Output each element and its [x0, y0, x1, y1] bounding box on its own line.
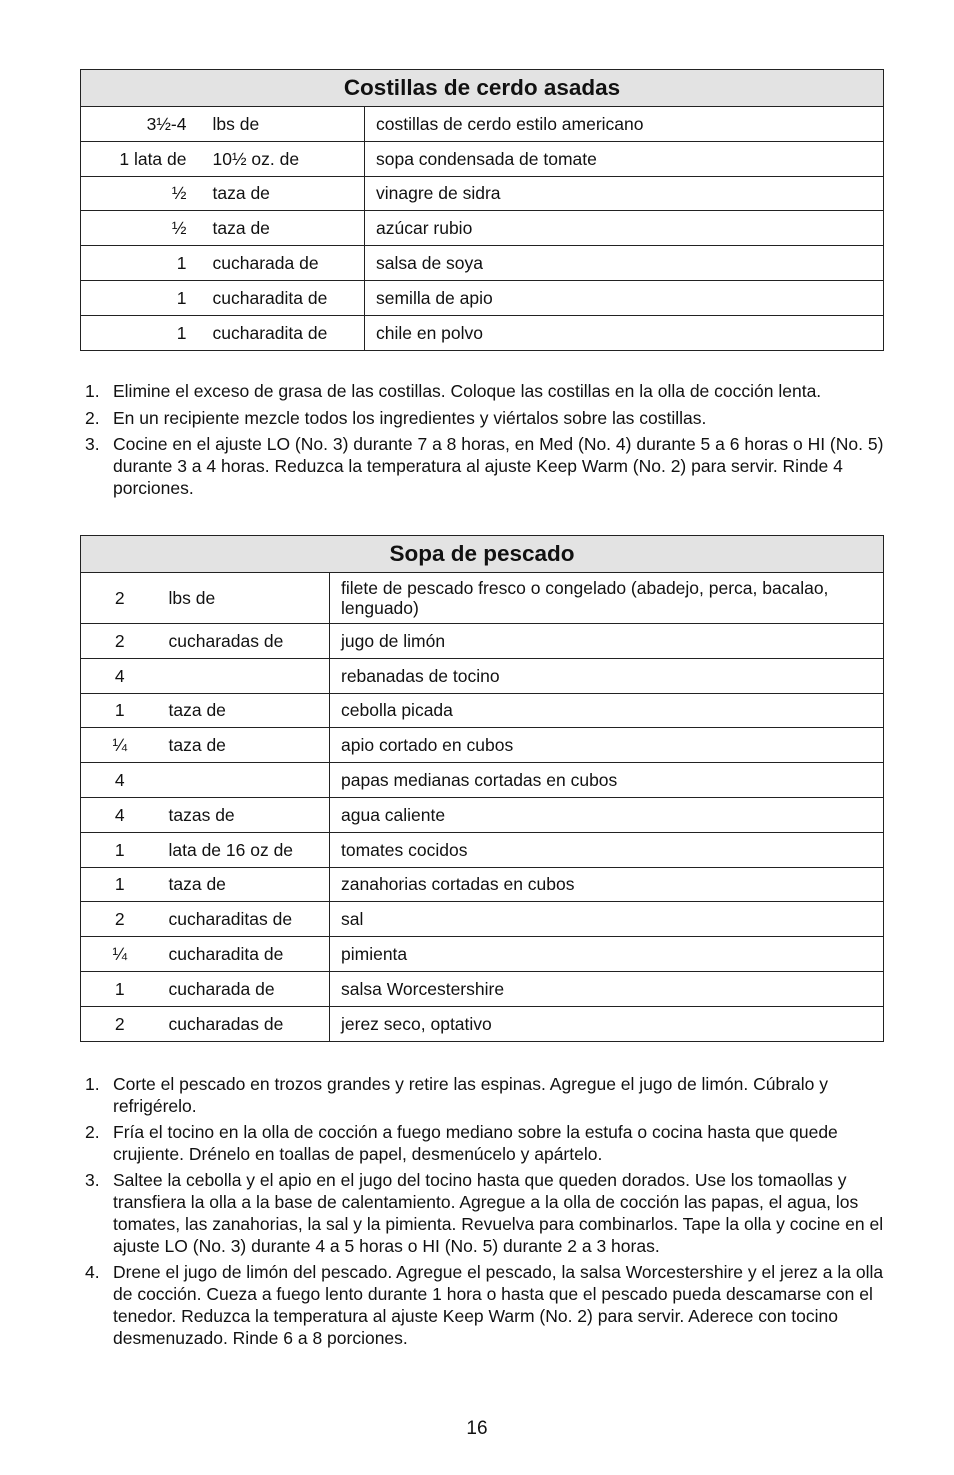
- ingredient-row: [81, 693, 884, 728]
- ingredient-qty: 2: [81, 624, 159, 659]
- ingredient-unit: cucharada de: [159, 971, 330, 1006]
- ingredient-row: [81, 107, 884, 142]
- step-number: 2.: [85, 1122, 100, 1142]
- ingredient-qty: 2: [81, 573, 159, 624]
- ingredient-qty: 1: [81, 971, 159, 1006]
- ingredient-unit: cucharadita de: [193, 280, 365, 315]
- page-number: 16: [466, 1418, 488, 1439]
- ingredient-qty: ½: [81, 211, 193, 246]
- ingredient-row: [81, 624, 884, 659]
- ingredient-unit: taza de: [159, 867, 330, 902]
- ingredient-item: pimienta: [330, 937, 884, 972]
- ingredient-row: [81, 573, 884, 624]
- ingredient-item: chile en polvo: [365, 315, 884, 350]
- ingredient-item: sopa condensada de tomate: [365, 141, 884, 176]
- recipe-title-sopa: Sopa de pescado: [81, 536, 884, 573]
- ingredient-row: [81, 728, 884, 763]
- ingredient-qty: 4: [81, 797, 159, 832]
- ingredient-row: [81, 902, 884, 937]
- instructions-costillas: [85, 380, 900, 504]
- ingredient-unit: cucharadita de: [159, 937, 330, 972]
- ingredient-qty: 2: [81, 1006, 159, 1041]
- recipe-title-costillas: Costillas de cerdo asadas: [81, 70, 884, 107]
- ingredient-item: azúcar rubio: [365, 211, 884, 246]
- ingredient-item: apio cortado en cubos: [330, 728, 884, 763]
- ingredient-qty: 4: [81, 763, 159, 798]
- ingredient-item: vinagre de sidra: [365, 176, 884, 211]
- ingredient-row: [81, 315, 884, 350]
- ingredient-row: [81, 141, 884, 176]
- ingredient-item: sal: [330, 902, 884, 937]
- ingredient-unit: cucharadas de: [159, 624, 330, 659]
- step-number: 2.: [85, 407, 100, 428]
- ingredients-table-sopa: [80, 535, 884, 1042]
- ingredient-unit: taza de: [193, 211, 365, 246]
- ingredient-qty: ½: [81, 176, 193, 211]
- instruction-step: [85, 1261, 900, 1349]
- step-text: En un recipiente mezcle todos los ingredientes y viértalos sobre las costillas.: [113, 407, 707, 428]
- step-number: 4.: [85, 1262, 100, 1282]
- instruction-step: [85, 1169, 900, 1257]
- ingredient-unit: 10½ oz. de: [193, 141, 365, 176]
- step-number: 1.: [85, 381, 100, 401]
- ingredient-item: agua caliente: [330, 797, 884, 832]
- ingredient-row: [81, 176, 884, 211]
- ingredient-unit: cucharadita de: [193, 315, 365, 350]
- ingredient-qty: ¼: [81, 937, 159, 972]
- ingredient-item: tomates cocidos: [330, 832, 884, 867]
- ingredient-item: zanahorias cortadas en cubos: [330, 867, 884, 902]
- ingredient-item: salsa Worcestershire: [330, 971, 884, 1006]
- ingredient-row: [81, 867, 884, 902]
- ingredient-unit: tazas de: [159, 797, 330, 832]
- ingredient-row: [81, 280, 884, 315]
- ingredient-qty: 1: [81, 693, 159, 728]
- ingredient-row: [81, 797, 884, 832]
- step-number: 3.: [85, 1170, 100, 1190]
- ingredient-row: [81, 937, 884, 972]
- ingredient-item: cebolla picada: [330, 693, 884, 728]
- ingredient-unit: cucharadas de: [159, 1006, 330, 1041]
- ingredient-qty: 3½-4: [81, 107, 193, 142]
- ingredient-item: costillas de cerdo estilo americano: [365, 107, 884, 142]
- ingredient-row: [81, 211, 884, 246]
- ingredient-item: salsa de soya: [365, 246, 884, 281]
- ingredient-item: rebanadas de tocino: [330, 658, 884, 693]
- ingredient-row: [81, 763, 884, 798]
- ingredient-item: jerez seco, optativo: [330, 1006, 884, 1041]
- ingredient-unit: cucharada de: [193, 246, 365, 281]
- step-text: Saltee la cebolla y el apio en el jugo del tocino hasta que queden dorados. Use los tomaollas y transfiera la olla a la base de calentamiento. Agregue a la olla de cocción las papas, el agua, los tomates, las zanahorias, la sal y la pimienta. Revuelva para combinarlos. Tape la olla y cocine en el ajuste LO (No. 3) durante 4 a 5 horas o HI (No. 5) durante 2 a 3 horas.: [113, 1170, 884, 1256]
- step-text: Corte el pescado en trozos grandes y retire las espinas. Agregue el jugo de limón. Cúbralo y refrigérelo.: [113, 1074, 828, 1116]
- ingredient-unit: taza de: [193, 176, 365, 211]
- step-text: Cocine en el ajuste LO (No. 3) durante 7 a 8 horas, en Med (No. 4) durante 5 a 6 horas o HI (No. 5) durante 3 a 4 horas. Reduzca la temperatura al ajuste Keep Warm (No. 2) para servir. Rinde 4 porciones.: [113, 434, 884, 498]
- ingredient-qty: ¼: [81, 728, 159, 763]
- ingredient-qty: 1: [81, 867, 159, 902]
- instruction-step: [85, 380, 900, 402]
- instructions-sopa: [85, 1073, 900, 1353]
- ingredients-table-costillas: [80, 69, 884, 351]
- ingredient-row: [81, 832, 884, 867]
- ingredient-qty: 1 lata de: [81, 141, 193, 176]
- ingredient-row: [81, 246, 884, 281]
- step-text: Fría el tocino en la olla de cocción a fuego mediano sobre la estufa o cocina hasta que quede crujiente. Drénelo en toallas de papel, desmenúcelo y apártelo.: [113, 1122, 838, 1164]
- ingredient-unit: [159, 763, 330, 798]
- step-number: 3.: [85, 434, 100, 454]
- ingredient-row: [81, 1006, 884, 1041]
- ingredient-qty: 1: [81, 246, 193, 281]
- instruction-step: [85, 1073, 900, 1117]
- ingredient-qty: 4: [81, 658, 159, 693]
- step-text: Elimine el exceso de grasa de las costillas. Coloque las costillas en la olla de cocción lenta.: [113, 381, 822, 401]
- ingredient-item: papas medianas cortadas en cubos: [330, 763, 884, 798]
- ingredient-unit: lbs de: [159, 573, 330, 624]
- ingredient-unit: lata de 16 oz de: [159, 832, 330, 867]
- ingredient-qty: 1: [81, 832, 159, 867]
- ingredient-row: [81, 658, 884, 693]
- ingredient-qty: 1: [81, 315, 193, 350]
- instruction-step: [85, 1121, 900, 1165]
- ingredient-unit: [159, 658, 330, 693]
- ingredient-unit: lbs de: [193, 107, 365, 142]
- ingredient-qty: 2: [81, 902, 159, 937]
- instruction-step: [85, 433, 900, 499]
- ingredient-unit: cucharaditas de: [159, 902, 330, 937]
- instruction-step: [85, 407, 900, 429]
- ingredient-unit: taza de: [159, 693, 330, 728]
- ingredient-unit: taza de: [159, 728, 330, 763]
- ingredient-item: jugo de limón: [330, 624, 884, 659]
- ingredient-row: [81, 971, 884, 1006]
- step-text: Drene el jugo de limón del pescado. Agregue el pescado, la salsa Worcestershire y el jerez a la olla de cocción. Cueza a fuego lento durante 1 hora o hasta que el pescado pueda descamarse con el tenedor. Reduzca la temperatura al ajuste Keep Warm (No. 2) para servir. Aderece con tocino desmenuzado. Rinde 6 a 8 porciones.: [113, 1262, 884, 1348]
- ingredient-qty: 1: [81, 280, 193, 315]
- ingredient-item: semilla de apio: [365, 280, 884, 315]
- ingredient-item: filete de pescado fresco o congelado (abadejo, perca, bacalao, lenguado): [330, 573, 884, 624]
- step-number: 1.: [85, 1074, 100, 1094]
